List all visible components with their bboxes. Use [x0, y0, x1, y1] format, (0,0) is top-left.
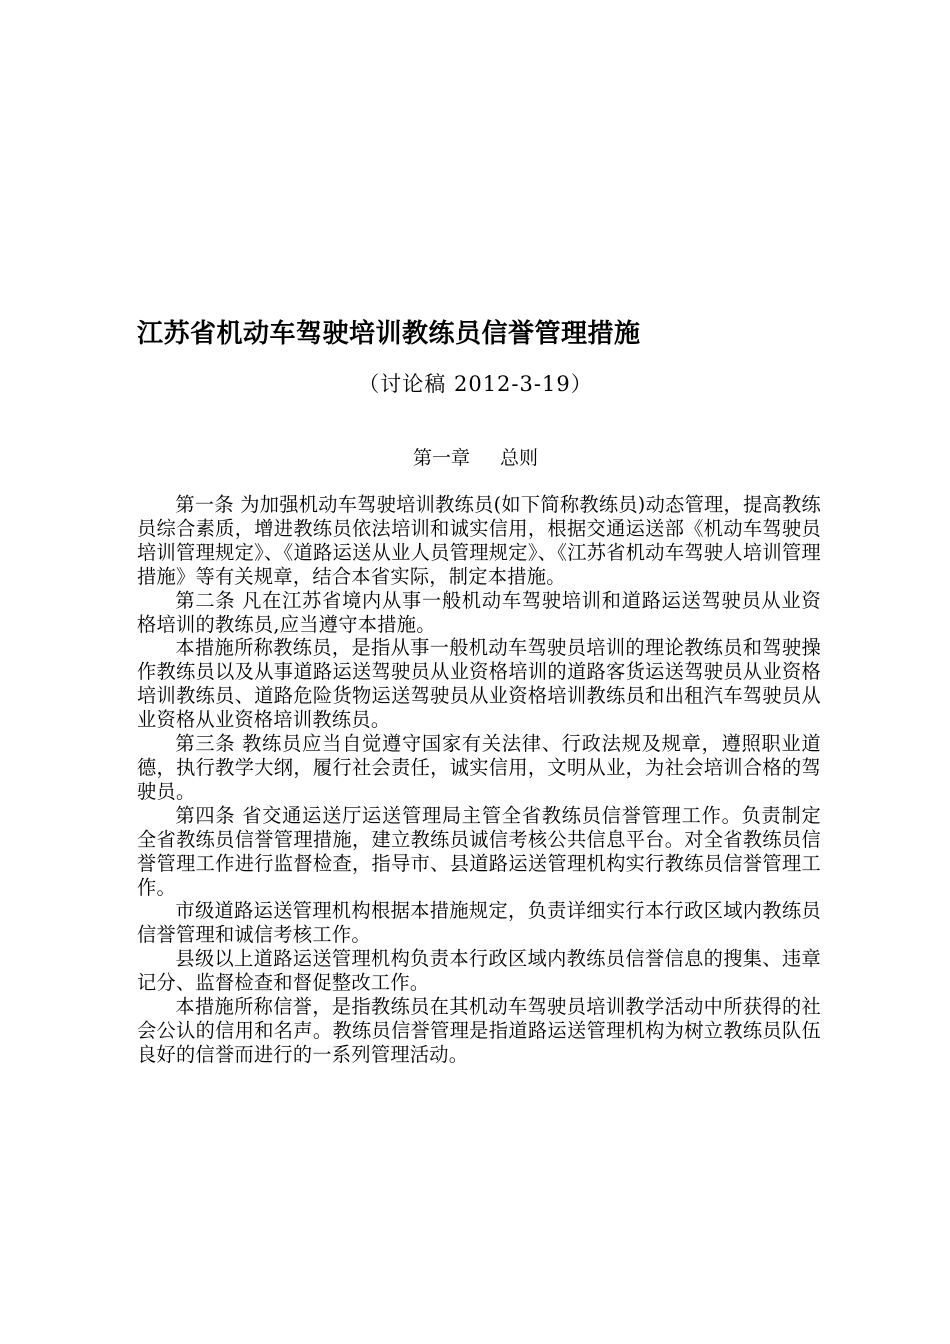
paragraph-article-4-city: 市级道路运送管理机构根据本措施规定，负责详细实行本行政区域内教练员信誉管理和诚信考核工作。 [137, 899, 821, 947]
paragraph-article-2: 第二条 凡在江苏省境内从事一般机动车驾驶培训和道路运送驾驶员从业资格培训的教练员,应当遵守本措施。 [137, 588, 821, 636]
chapter-number: 第一章 [412, 447, 470, 469]
chapter-heading [137, 442, 814, 474]
chapter-name: 总则 [500, 447, 539, 469]
paragraph-article-3: 第三条 教练员应当自觉遵守国家有关法律、行政法规及规章，遵照职业道德，执行教学大纲，履行社会责任，诚实信用，文明从业，为社会培训合格的驾驶员。 [137, 732, 821, 803]
paragraph-article-4-county: 县级以上道路运送管理机构负责本行政区域内教练员信誉信息的搜集、违章记分、监督检查和督促整改工作。 [137, 947, 821, 995]
paragraph-article-2-definition: 本措施所称教练员，是指从事一般机动车驾驶员培训的理论教练员和驾驶操作教练员以及从事道路运送驾驶员从业资格培训的道路客货运送驾驶员从业资格培训教练员、道路危险货物运送驾驶员从业资格培训教练员和出租汽车驾驶员从业资格从业资格培训教练员。 [137, 636, 821, 732]
paragraph-article-1: 第一条 为加强机动车驾驶培训教练员(如下简称教练员)动态管理，提高教练员综合素质，增进教练员依法培训和诚实信用，根据交通运送部《机动车驾驶员培训管理规定》、《道路运送从业人员管理规定》、《江苏省机动车驾驶人培训管理措施》等有关规章，结合本省实际，制定本措施。 [137, 493, 821, 588]
document-subtitle: （讨论稿 2012-3-19） [358, 372, 593, 396]
document-title: 江苏省机动车驾驶培训教练员信誉管理措施 [137, 319, 641, 349]
paragraph-article-4: 第四条 省交通运送厅运送管理局主管全省教练员信誉管理工作。负责制定全省教练员信誉管理措施，建立教练员诚信考核公共信息平台。对全省教练员信誉管理工作进行监督检查，指导市、县道路运送管理机构实行教练员信誉管理工作。 [137, 803, 821, 899]
document-body [137, 493, 821, 1067]
paragraph-article-4-definition: 本措施所称信誉，是指教练员在其机动车驾驶员培训教学活动中所获得的社会公认的信用和名声。教练员信誉管理是指道路运送管理机构为树立教练员队伍良好的信誉而进行的一系列管理活动。 [137, 995, 821, 1066]
